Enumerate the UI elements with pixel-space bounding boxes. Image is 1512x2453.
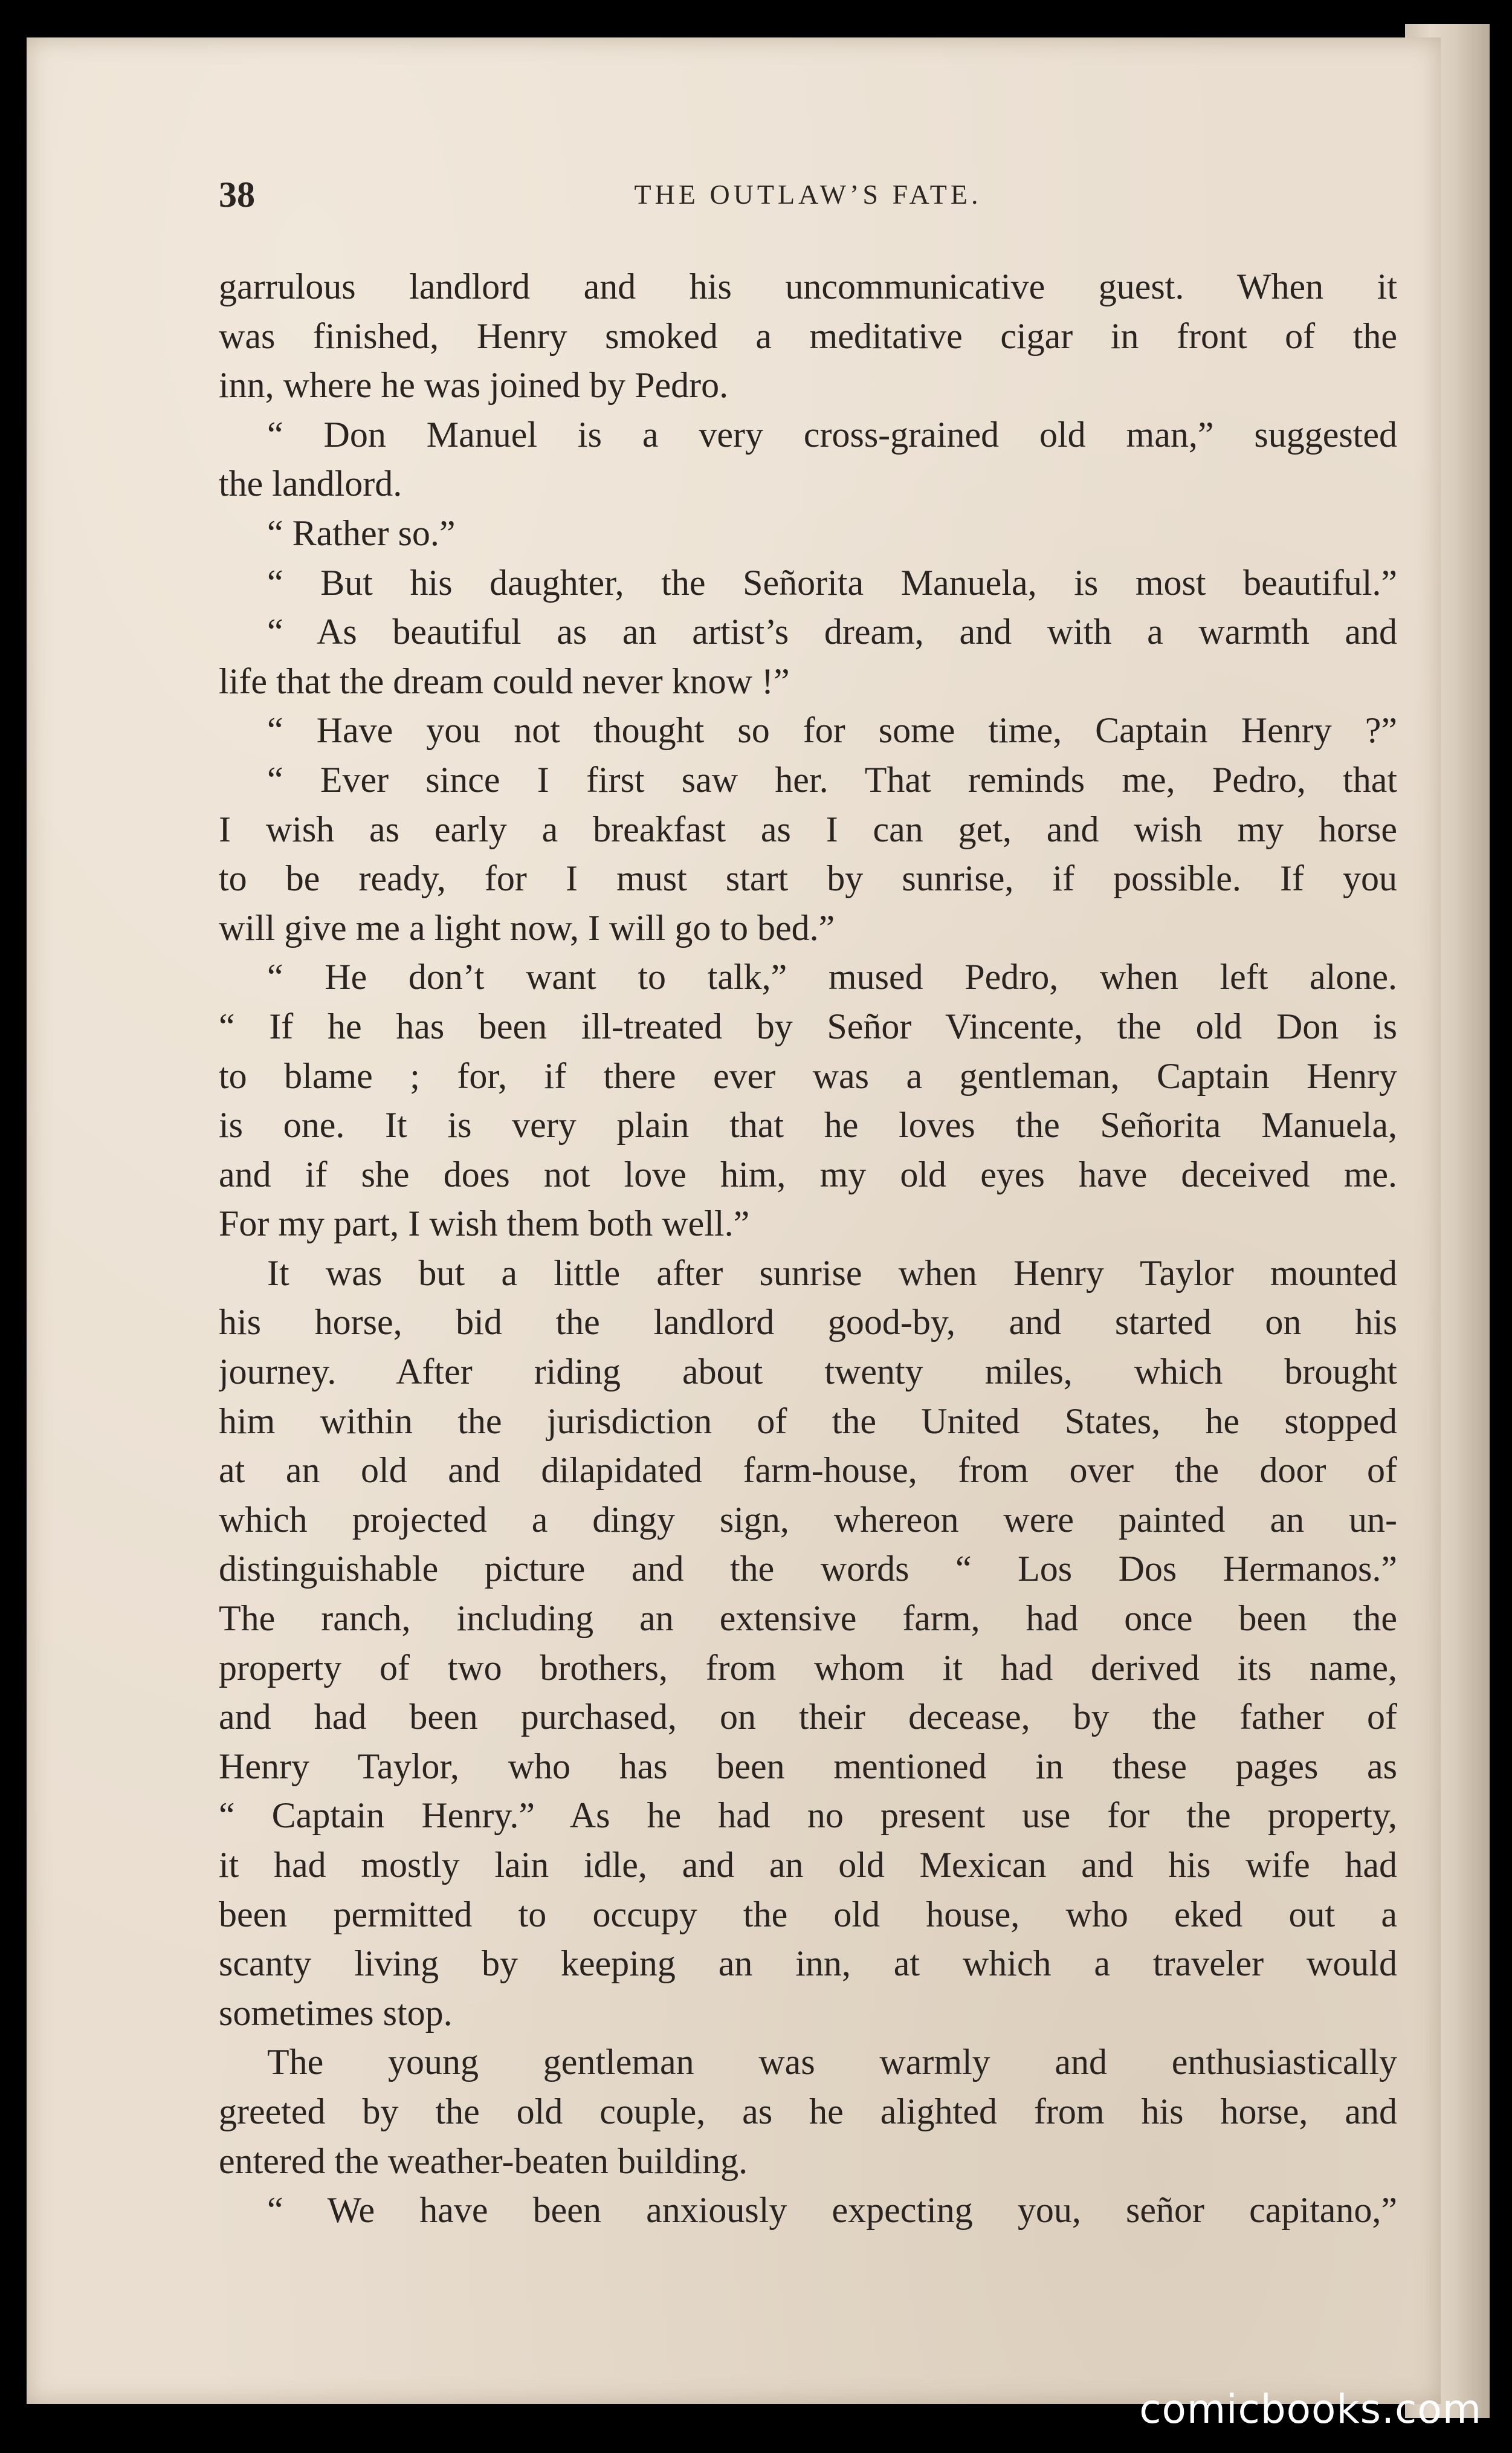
text-line: scanty living by keeping an inn, at which a traveler would: [219, 1943, 1397, 1984]
text-line: For my part, I wish them both well.”: [219, 1204, 750, 1244]
text-line: “ Have you not thought so for some time, Captain Henry ?”: [267, 710, 1397, 751]
text-line: will give me a light now, I will go to bed.”: [219, 907, 835, 948]
text-line: “ Ever since I first saw her. That reminds me, Pedro, that: [267, 759, 1397, 800]
text-line: “ But his daughter, the Señorita Manuela, is most beautiful.”: [267, 562, 1397, 603]
text-line: to blame ; for, if there ever was a gentleman, Captain Henry: [219, 1055, 1397, 1096]
text-line: his horse, bid the landlord good-by, and started on his: [219, 1302, 1397, 1343]
text-line: Henry Taylor, who has been mentioned in these pages as: [219, 1746, 1397, 1786]
text-line: and if she does not love him, my old eyes have deceived me.: [219, 1154, 1397, 1194]
text-line: distinguishable picture and the words “ Los Dos Hermanos.”: [219, 1549, 1397, 1589]
text-line: him within the jurisdiction of the United States, he stopped: [219, 1401, 1397, 1441]
text-line: “ Rather so.”: [267, 513, 456, 553]
text-line: “ He don’t want to talk,” mused Pedro, when left alone.: [267, 957, 1397, 997]
text-line: property of two brothers, from whom it had derived its name,: [219, 1647, 1397, 1688]
text-line: “ As beautiful as an artist’s dream, and with a warmth and: [267, 612, 1397, 652]
text-line: is one. It is very plain that he loves the Señorita Manuela,: [219, 1105, 1397, 1145]
text-line: entered the weather-beaten building.: [219, 2140, 748, 2181]
text-line: and had been purchased, on their decease, by the father of: [219, 1697, 1397, 1737]
text-line: I wish as early a breakfast as I can get, and wish my horse: [219, 809, 1397, 849]
body-text: [219, 262, 1397, 2235]
text-line: at an old and dilapidated farm-house, from over the door of: [219, 1450, 1397, 1491]
text-line: garrulous landlord and his uncommunicative guest. When it: [219, 267, 1397, 306]
text-line: been permitted to occupy the old house, who eked out a: [219, 1894, 1397, 1934]
page-header: [219, 170, 1397, 219]
text-line: sometimes stop.: [219, 1992, 453, 2033]
text-line: life that the dream could never know !”: [219, 661, 790, 701]
text-line: It was but a little after sunrise when Henry Taylor mounted: [267, 1252, 1397, 1293]
text-line: The ranch, including an extensive farm, had once been the: [219, 1598, 1397, 1639]
text-line: “ Captain Henry.” As he had no present use for the property,: [219, 1795, 1397, 1836]
text-line: which projected a dingy sign, whereon were painted an un-: [219, 1499, 1397, 1540]
text-line: greeted by the old couple, as he alighted from his horse, and: [219, 2091, 1397, 2131]
running-title: THE OUTLAW’S FATE.: [634, 179, 982, 210]
text-line: The young gentleman was warmly and enthusiastically: [267, 2042, 1397, 2082]
text-line: “ If he has been ill-treated by Señor Vincente, the old Don is: [219, 1006, 1397, 1046]
text-line: to be ready, for I must start by sunrise, if possible. If you: [219, 858, 1397, 899]
text-line: was finished, Henry smoked a meditative cigar in front of the: [219, 316, 1397, 356]
text-line: journey. After riding about twenty miles, which brought: [219, 1352, 1397, 1392]
site-watermark: comicbooks.com: [1139, 2386, 1482, 2432]
page-number: 38: [219, 175, 255, 215]
text-line: “ We have been anxiously expecting you, señor capitano,”: [267, 2190, 1397, 2231]
text-line: the landlord.: [219, 464, 402, 504]
text-line: it had mostly lain idle, and an old Mexican and his wife had: [219, 1845, 1397, 1885]
text-line: inn, where he was joined by Pedro.: [219, 365, 729, 406]
text-line: “ Don Manuel is a very cross-grained old man,” suggested: [267, 414, 1397, 455]
